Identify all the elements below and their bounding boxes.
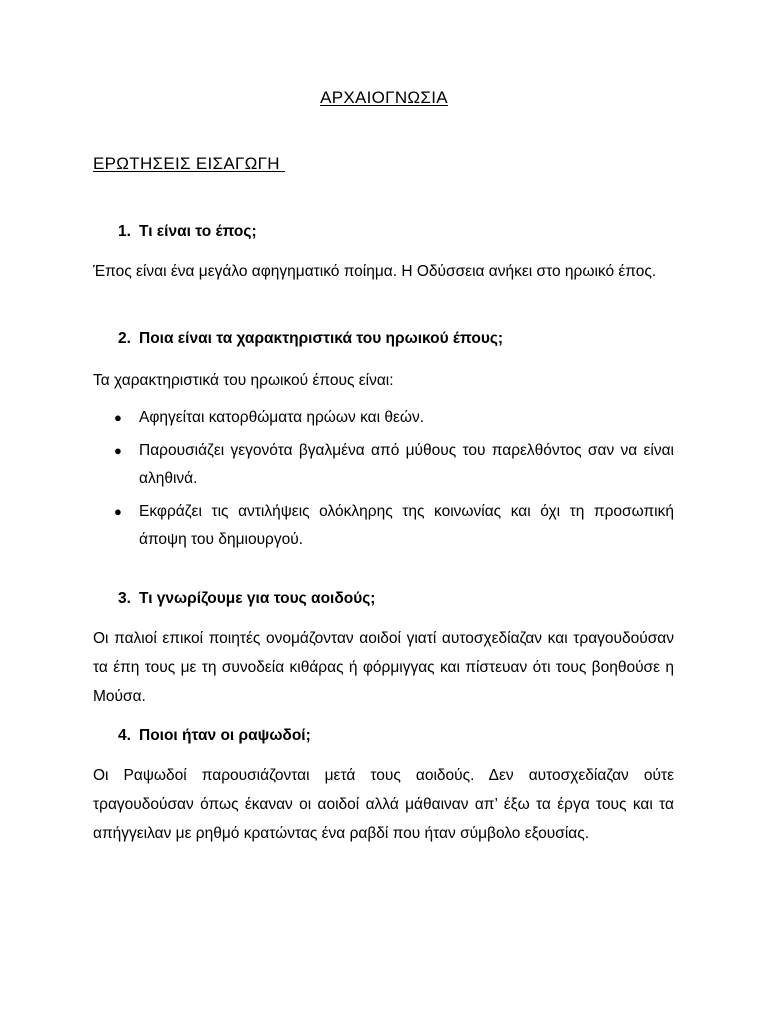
bullet-dot-icon: ● xyxy=(114,504,122,519)
question-number: 4. xyxy=(118,727,131,744)
question-text: Τι είναι το έπος; xyxy=(139,223,257,240)
list-item xyxy=(114,404,674,432)
document-title: ΑΡΧΑΙΟΓΝΩΣΙΑ xyxy=(320,88,448,107)
question-text: Τι γνωρίζουμε για τους αοιδούς; xyxy=(139,590,376,607)
question-text: Ποιοι ήταν οι ραψωδοί; xyxy=(139,727,311,744)
list-item-text: Παρουσιάζει γεγονότα βγαλμένα από μύθους του παρελθόντος σαν να είναι αληθινά. xyxy=(139,442,674,487)
question-heading-2 xyxy=(118,330,503,348)
bullet-dot-icon: ● xyxy=(114,443,122,458)
answer-paragraph-2: Τα χαρακτηριστικά του ηρωικού έπους είναι: xyxy=(93,372,394,389)
answer-paragraph-3: Οι παλιοί επικοί ποιητές ονομάζονταν αοιδοί γιατί αυτοσχεδίαζαν και τραγουδούσαν τα έπη τους με τη συνοδεία κιθάρας ή φόρμιγγας και πίστευαν ότι τους βοηθούσε η Μούσα. xyxy=(93,630,674,705)
question-number: 2. xyxy=(118,330,131,347)
list-item-text: Αφηγείται κατορθώματα ηρώων και θεών. xyxy=(139,409,425,426)
question-number: 3. xyxy=(118,590,131,607)
list-item xyxy=(114,437,674,493)
list-item-text: Εκφράζει τις αντιλήψεις ολόκληρης της κοινωνίας και όχι τη προσωπική άποψη του δημιουργού. xyxy=(139,503,674,548)
question-text: Ποια είναι τα χαρακτηριστικά του ηρωικού έπους; xyxy=(139,330,504,347)
list-item xyxy=(114,498,674,554)
answer-paragraph-4: Οι Ραψωδοί παρουσιάζονται μετά τους αοιδούς. Δεν αυτοσχεδίαζαν ούτε τραγουδούσαν όπως έκαναν οι αοιδοί αλλά μάθαιναν απ’ έξω τα έργα τους και τα απήγγειλαν με ρηθμό κρατώντας ένα ραβδί που ήταν σύμβολο εξουσίας. xyxy=(93,767,674,842)
bullet-dot-icon: ● xyxy=(114,410,122,425)
question-heading-4 xyxy=(118,727,311,745)
answer-paragraph-1: Έπος είναι ένα μεγάλο αφηγηματικό ποίημα. Η Οδύσσεια ανήκει στο ηρωικό έπος. xyxy=(93,263,657,280)
document-subtitle: ΕΡΩΤΗΣΕΙΣ ΕΙΣΑΓΩΓΗ xyxy=(93,154,285,173)
characteristics-list xyxy=(114,404,674,559)
question-heading-1 xyxy=(118,223,257,241)
question-number: 1. xyxy=(118,223,131,240)
question-heading-3 xyxy=(118,590,375,608)
